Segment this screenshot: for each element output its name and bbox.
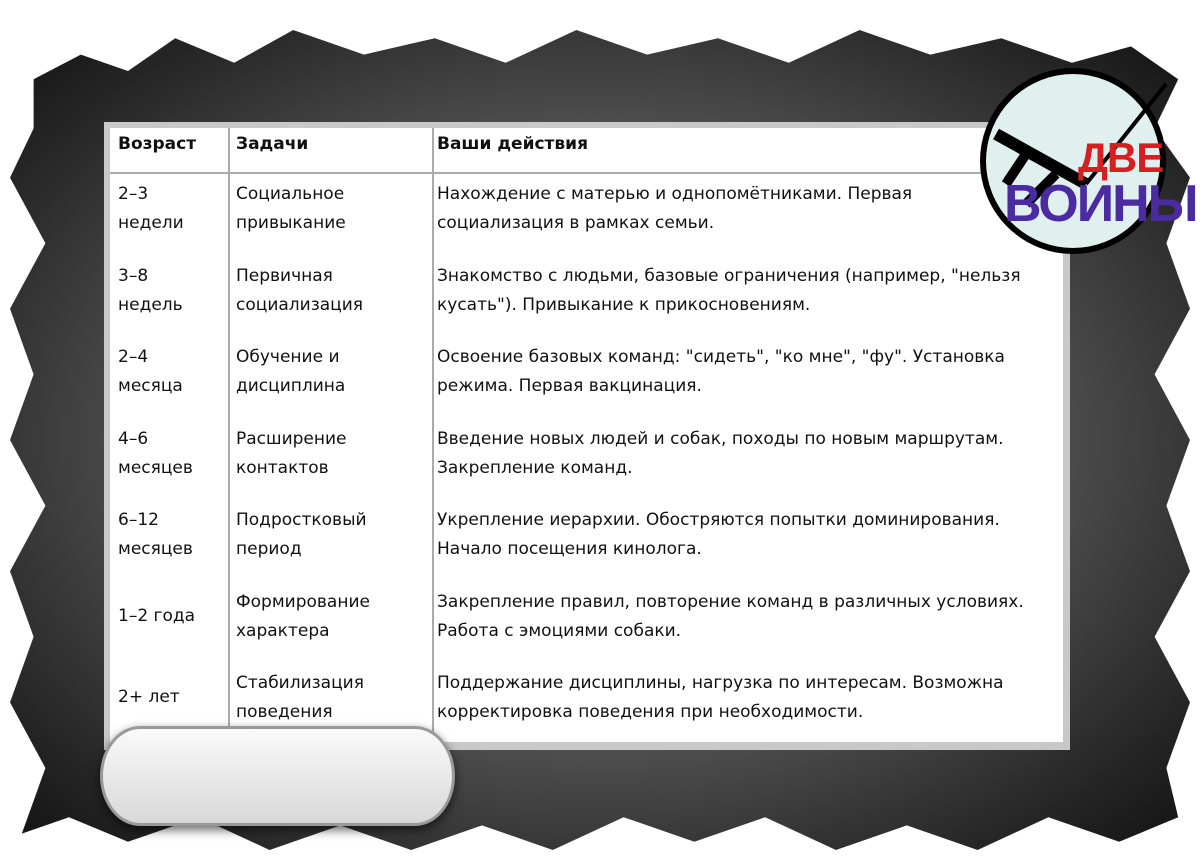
action-cell: социализация в рамках семьи. <box>437 213 715 233</box>
dve-voiny-logo <box>980 68 1197 254</box>
column-divider <box>228 128 230 742</box>
task-cell: Обучение и <box>236 347 340 367</box>
action-cell: Начало посещения кинолога. <box>437 539 702 559</box>
action-cell: Закрепление правил, повторение команд в различных условиях. <box>437 591 1024 612</box>
age-cell: месяцев <box>118 539 193 559</box>
age-table <box>110 128 1063 742</box>
age-cell: 1–2 года <box>118 605 196 626</box>
task-cell: социализация <box>236 294 364 315</box>
age-cell: недели <box>118 213 184 233</box>
header-actions: Ваши действия <box>437 134 588 154</box>
task-cell: характера <box>236 620 330 641</box>
task-cell: контактов <box>236 457 329 478</box>
action-cell: Закрепление команд. <box>437 457 633 478</box>
header-tasks: Задачи <box>236 134 309 154</box>
column-divider <box>432 128 434 742</box>
age-cell: 2–4 <box>118 347 149 367</box>
task-cell: привыкание <box>236 213 346 233</box>
action-cell: режима. Первая вакцинация. <box>437 376 702 396</box>
action-cell: Знакомство с людьми, базовые ограничения (например, "нельзя <box>437 265 1021 286</box>
action-cell: Нахождение с матерью и однопомётниками. Первая <box>437 184 913 204</box>
action-cell: Работа с эмоциями собаки. <box>437 620 682 641</box>
logo-text-dve: ДВЕ <box>1078 134 1164 181</box>
action-cell: Укрепление иерархии. Обостряются попытки доминирования. <box>437 510 1000 530</box>
age-cell: 6–12 <box>118 510 159 530</box>
age-cell: недель <box>118 294 183 315</box>
caption-plaque <box>100 726 455 826</box>
header-row <box>110 128 1063 174</box>
task-cell: Первичная <box>236 265 333 286</box>
action-cell: кусать"). Привыкание к прикосновениям. <box>437 294 811 315</box>
age-cell: 2–3 <box>118 184 149 204</box>
age-cell: 3–8 <box>118 265 149 286</box>
age-cell: 2+ лет <box>118 687 180 707</box>
header-age: Возраст <box>118 134 197 154</box>
action-cell: Освоение базовых команд: "сидеть", "ко мне", "фу". Установка <box>437 347 1005 367</box>
task-cell: Подростковый <box>236 510 367 530</box>
task-cell: поведения <box>236 702 333 722</box>
age-cell: 4–6 <box>118 428 149 449</box>
action-cell: Введение новых людей и собак, походы по новым маршрутам. <box>437 428 1004 449</box>
task-cell: период <box>236 539 302 559</box>
action-cell: корректировка поведения при необходимости. <box>437 702 864 722</box>
age-cell: месяца <box>118 376 183 396</box>
task-cell: Формирование <box>236 591 370 612</box>
age-cell: месяцев <box>118 457 193 478</box>
logo-text-voiny: ВОИНЫ <box>1004 175 1197 233</box>
action-cell: Поддержание дисциплины, нагрузка по интересам. Возможна <box>437 673 1004 693</box>
task-cell: дисциплина <box>236 376 346 396</box>
task-cell: Стабилизация <box>236 673 364 693</box>
task-cell: Расширение <box>236 428 347 449</box>
task-cell: Социальное <box>236 184 345 204</box>
